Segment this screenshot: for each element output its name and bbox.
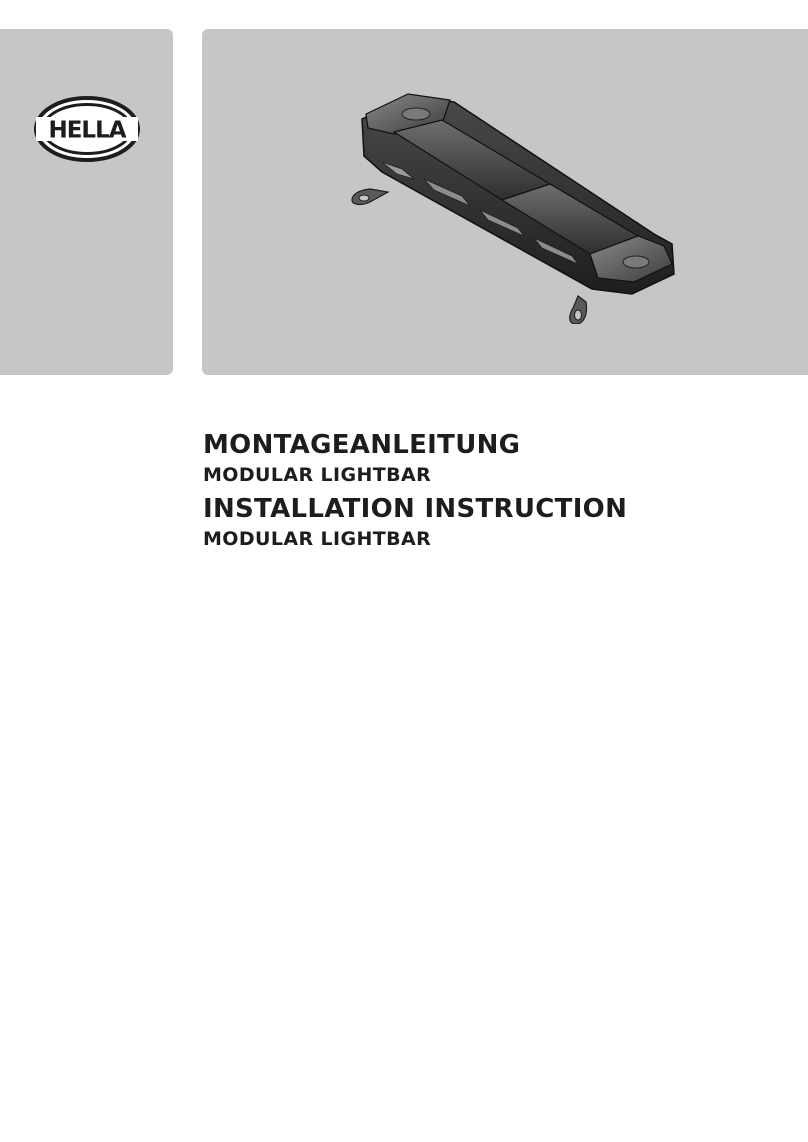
logo-panel bbox=[0, 29, 173, 375]
hella-logo-icon bbox=[33, 96, 141, 162]
subtitle-german: MODULAR LIGHTBAR bbox=[203, 464, 432, 486]
lightbar-illustration bbox=[342, 84, 702, 324]
title-english: INSTALLATION INSTRUCTION bbox=[203, 494, 628, 524]
product-image-panel bbox=[202, 29, 808, 375]
title-german: MONTAGEANLEITUNG bbox=[203, 430, 521, 460]
subtitle-english: MODULAR LIGHTBAR bbox=[203, 528, 432, 550]
title-block bbox=[203, 428, 793, 556]
svg-text:HELLA: HELLA bbox=[48, 117, 126, 144]
